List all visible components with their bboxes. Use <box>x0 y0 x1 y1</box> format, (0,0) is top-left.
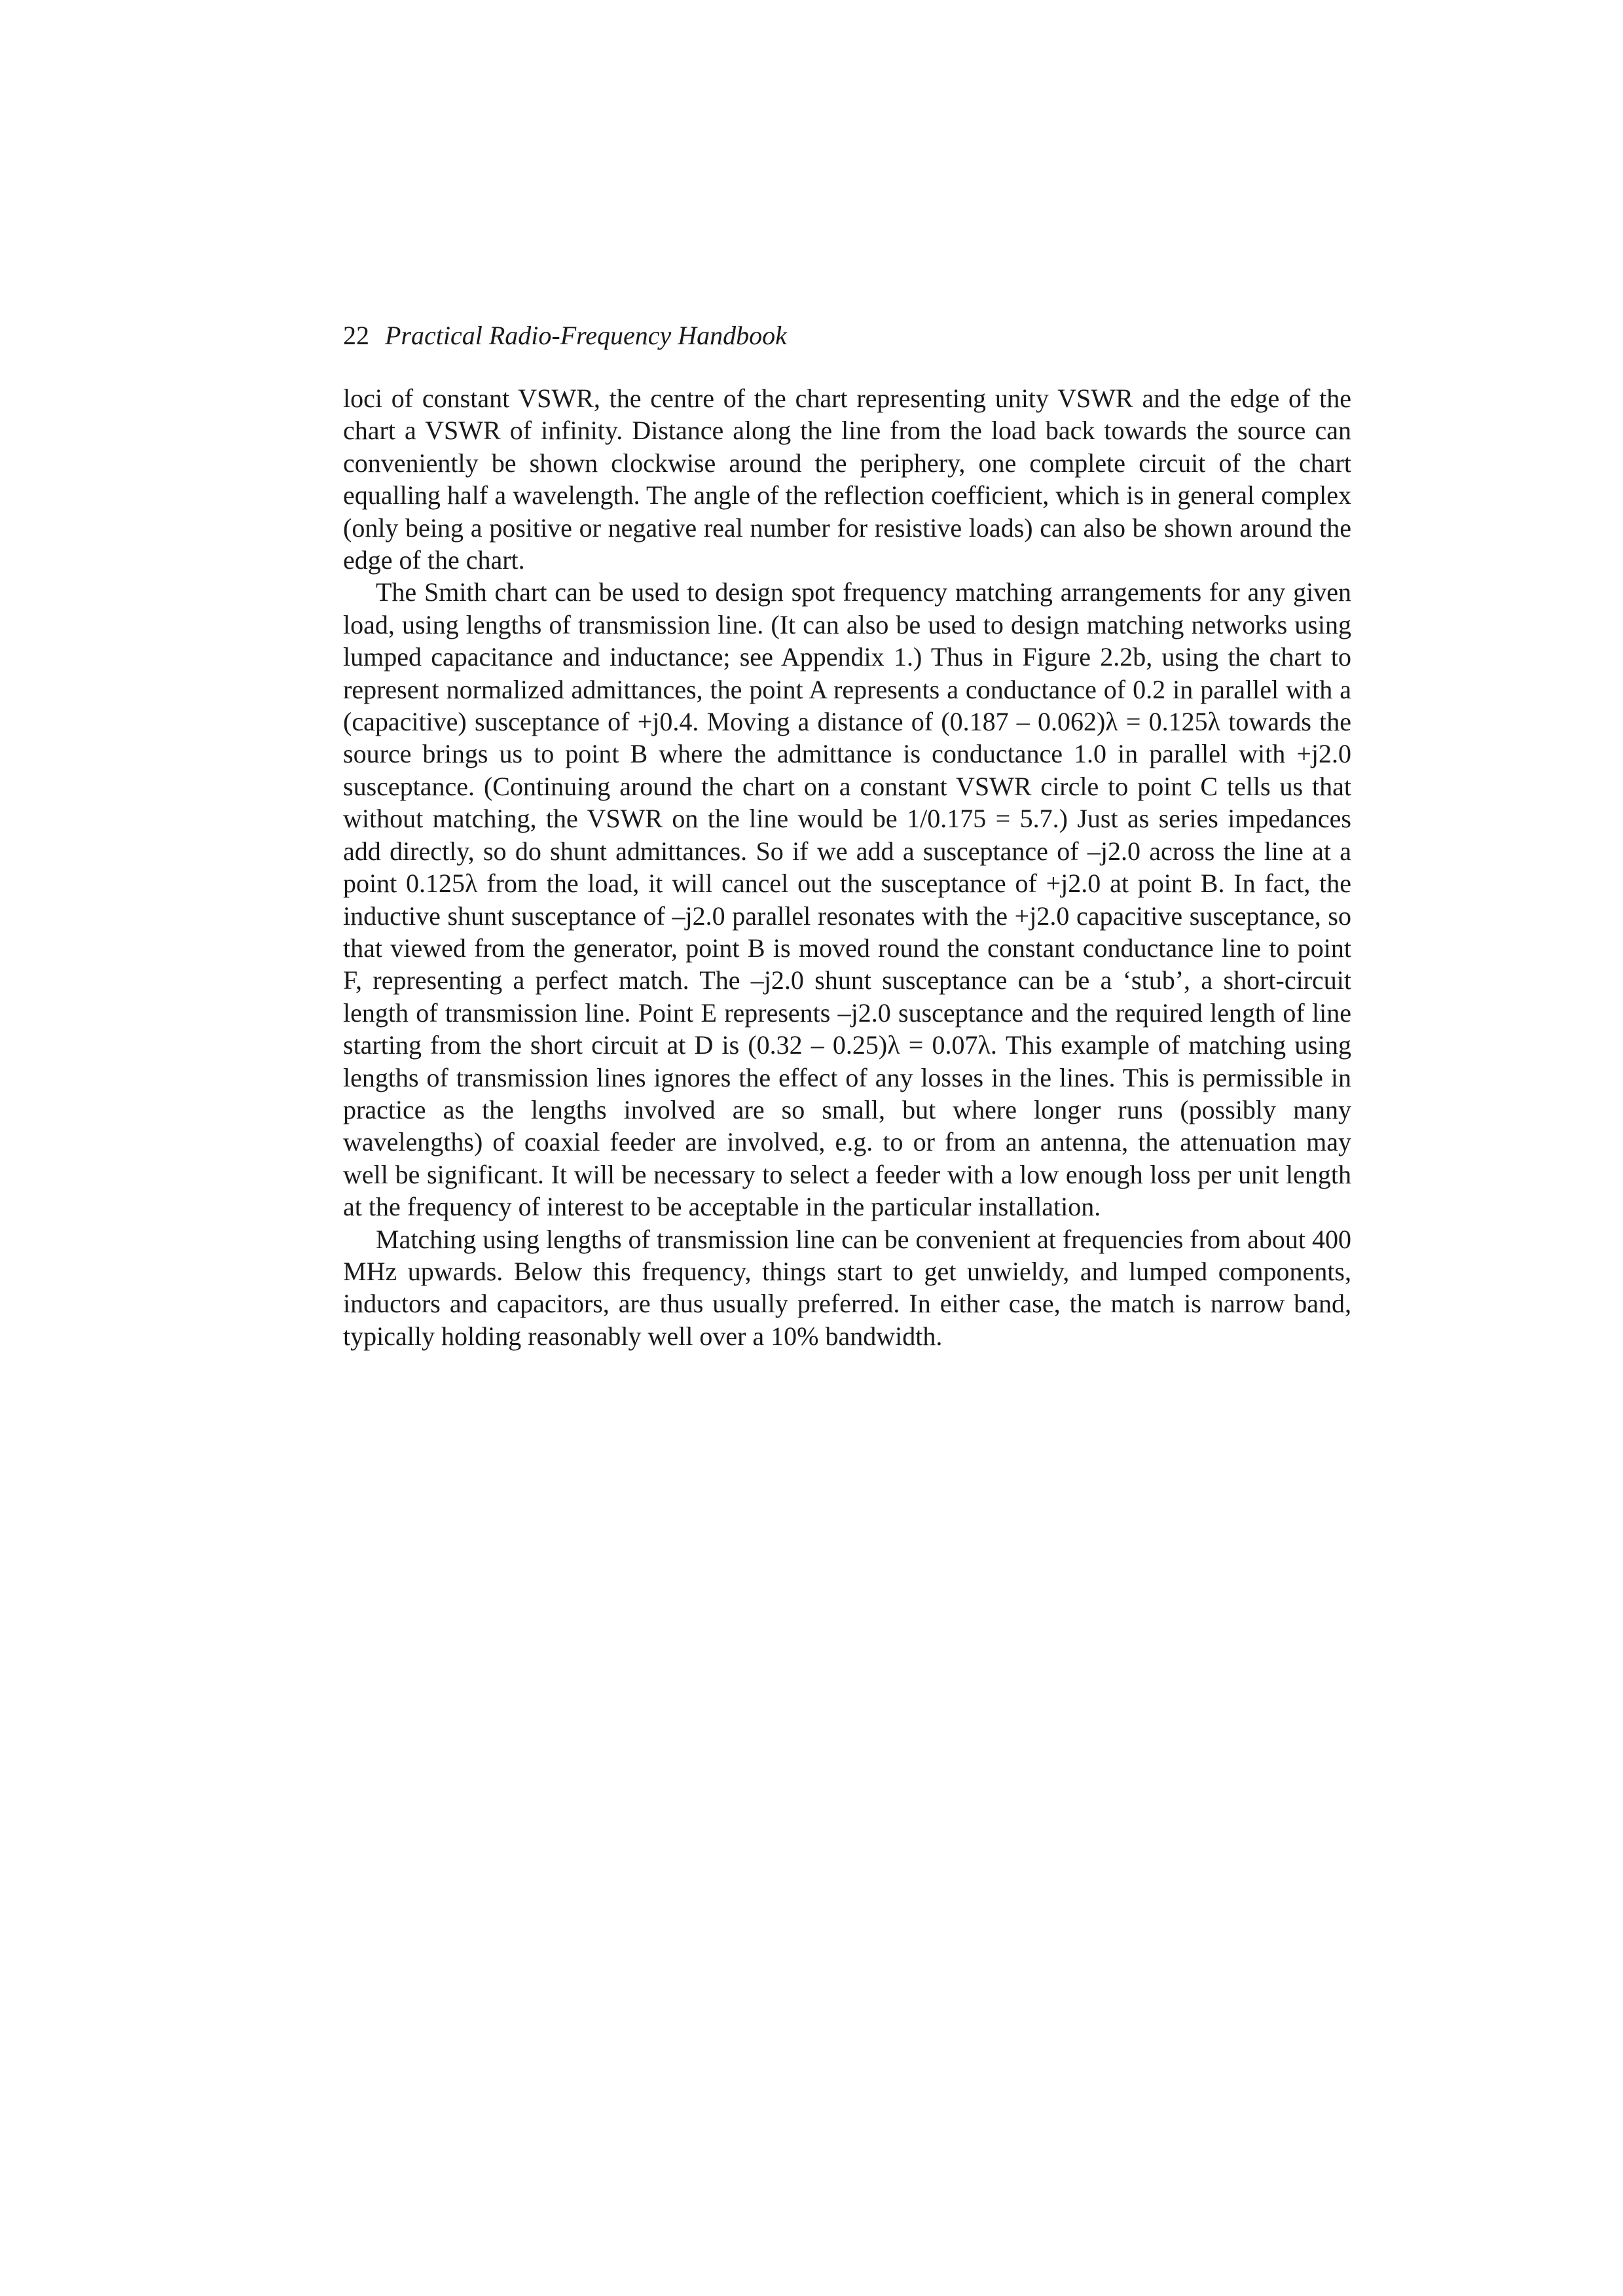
page-number: 22 <box>343 321 369 350</box>
paragraph-3: Matching using lengths of transmission line can be convenient at frequencies from about 400 MHz upwards. Below this frequency, things start to get unwieldy, and lumped components, inductors and capacitors, are thus usually preferred. In either case, the match is narrow band, typically holding reasonably well over a 10% bandwidth. <box>343 1224 1351 1351</box>
paragraph-2: The Smith chart can be used to design spot frequency matching arrangements for any given load, using lengths of transmission line. (It can also be used to design matching networks using lumped capacitance and inductance; see Appendix 1.) Thus in Figure 2.2b, using the chart to represent normalized admittances, the point A represents a conductance of 0.2 in parallel with a (capacitive) susceptance of +j0.4. Moving a distance of (0.187 – 0.062)λ = 0.125λ towards the source brings us to point B where the admittance is conductance 1.0 in parallel with +j2.0 susceptance. (Continuing around the chart on a constant VSWR circle to point C tells us that without matching, the VSWR on the line would be 1/0.175 = 5.7.) Just as series impedances add directly, so do shunt admittances. So if we add a susceptance of –j2.0 across the line at a point 0.125λ from the load, it will cancel out the susceptance of +j2.0 at point B. In fact, the inductive shunt susceptance of –j2.0 parallel resonates with the +j2.0 capacitive susceptance, so that viewed from the generator, point B is moved round the constant conductance line to point F, representing a perfect match. The –j2.0 shunt susceptance can be a ‘stub’, a short-circuit length of transmission line. Point E represents –j2.0 susceptance and the required length of line starting from the short circuit at D is (0.32 – 0.25)λ = 0.07λ. This example of matching using lengths of transmission lines ignores the effect of any losses in the lines. This is permissible in practice as the lengths involved are so small, but where longer runs (possibly many wavelengths) of coaxial feeder are involved, e.g. to or from an antenna, the attenuation may well be significant. It will be necessary to select a feeder with a low enough loss per unit length at the frequency of interest to be acceptable in the particular installation. <box>343 577 1351 1222</box>
book-title: Practical Radio-Frequency Handbook <box>385 321 787 350</box>
body-text <box>343 382 1351 1352</box>
running-head <box>343 319 1351 353</box>
paragraph-1: loci of constant VSWR, the centre of the chart representing unity VSWR and the edge of the chart a VSWR of infinity. Distance along the line from the load back towards the source can conveniently be shown clockwise around the periphery, one complete circuit of the chart equalling half a wavelength. The angle of the reflection coefficient, which is in general complex (only being a positive or negative real number for resistive loads) can also be shown around the edge of the chart. <box>343 384 1351 575</box>
